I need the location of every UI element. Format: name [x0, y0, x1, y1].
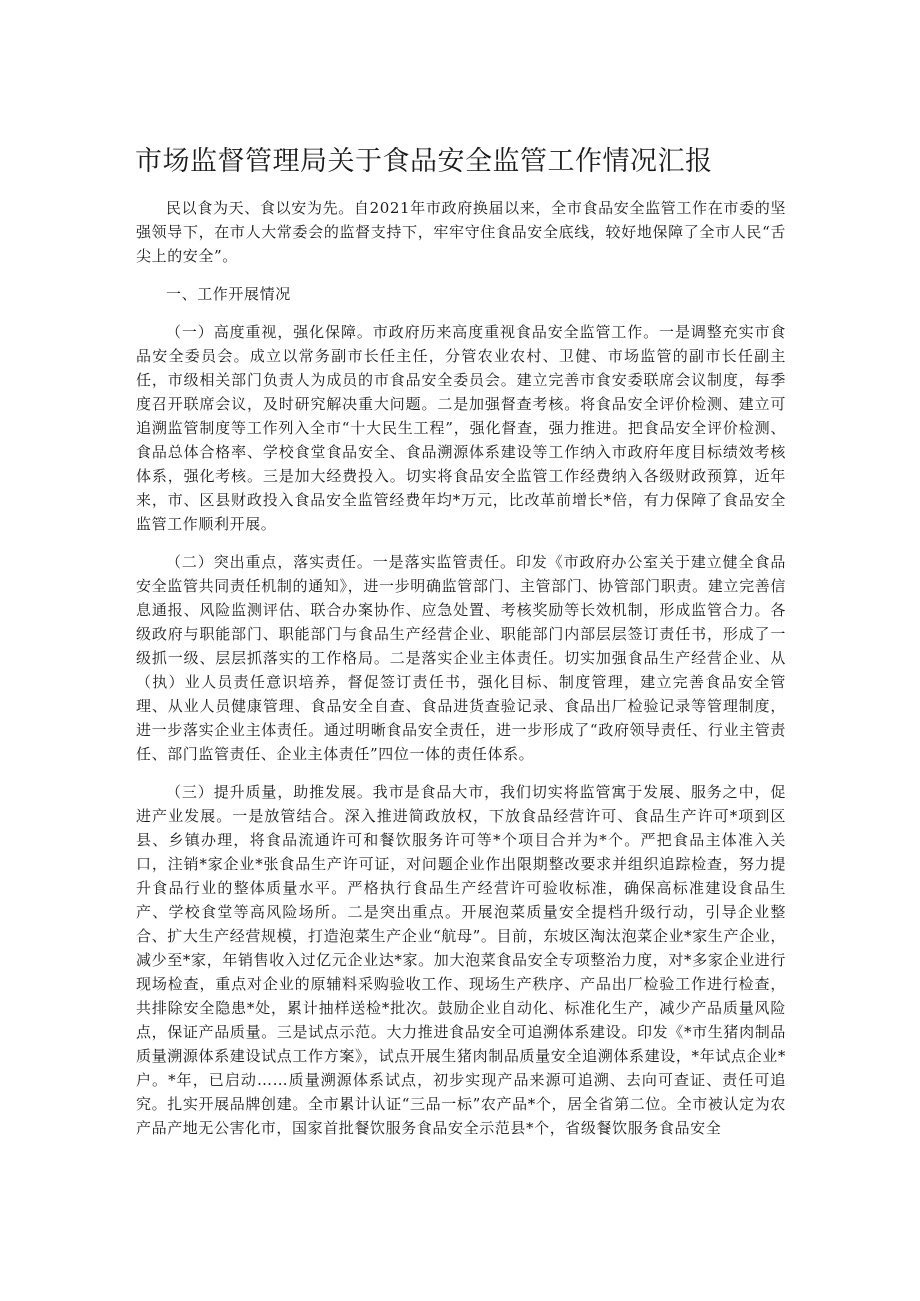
paragraph-3: （三）提升质量，助推发展。我市是食品大市，我们切实将监管寓于发展、服务之中，促进产业发展。一是放管结合。深入推进简政放权，下放食品经营许可、食品生产许可*项到区县、乡镇办理，将食品流通许可和餐饮服务许可等*个项目合并为*个。严把食品主体准入关口，注销*家企业*张食品生产许可证，对问题企业作出限期整改要求并组织追踪检查，努力提升食品行业的整体质量水平。严格执行食品生产经营许可验收标准，确保高标准建设食品生产、学校食堂等高风险场所。二是突出重点。开展泡菜质量安全提档升级行动，引导企业整合、扩大生产经营规模，打造泡菜生产企业“航母”。目前，东坡区淘汰泡菜企业*家生产企业，减少至*家，年销售收入过亿元企业达*家。加大泡菜食品安全专项整治力度，对*多家企业进行现场检查，重点对企业的原辅料采购验收工作、现场生产秩序、产品出厂检验工作进行检查，共排除安全隐患*处，累计抽样送检*批次。鼓励企业自动化、标准化生产，减少产品质量风险点，保证产品质量。三是试点示范。大力推进食品安全可追溯体系建设。印发《*市生猪肉制品质量溯源体系建设试点工作方案》，试点开展生猪肉制品质量安全追溯体系建设，*年试点企业*户。*年，已启动……质量溯源体系试点，初步实现产品来源可追溯、去向可查证、责任可追究。扎实开展品牌创建。全市累计认证“三品一标”农产品*个，居全省第二位。全市被认定为农产品产地无公害化市，国家首批餐饮服务食品安全示范县*个，省级餐饮服务食品安全 [136, 783, 786, 1137]
document-title: 市场监督管理局关于食品安全监管工作情况汇报 [135, 146, 713, 177]
paragraph-2: （二）突出重点，落实责任。一是落实监管责任。印发《市政府办公室关于建立健全食品安全监管共同责任机制的通知》，进一步明确监管部门、主管部门、协管部门职责。建立完善信息通报、风险监测评估、联合办案协作、应急处置、考核奖励等长效机制，形成监管合力。各级政府与职能部门、职能部门与食品生产经营企业、职能部门内部层层签订责任书，形成了一级抓一级、层层抓落实的工作格局。二是落实企业主体责任。切实加强食品生产经营企业、从（执）业人员责任意识培养，督促签订责任书，强化目标、制度管理，建立完善食品安全管理、从业人员健康管理、食品安全自查、食品进货查验记录、食品出厂检验记录等管理制度，进一步落实企业主体责任。通过明晰食品安全责任，进一步形成了“政府领导责任、行业主管责任、部门监管责任、企业主体责任”四位一体的责任体系。 [136, 553, 786, 763]
section-heading: 一、工作开展情况 [166, 285, 291, 303]
paragraph-1: （一）高度重视，强化保障。市政府历来高度重视食品安全监管工作。一是调整充实市食品安全委员会。成立以常务副市长任主任，分管农业农村、卫健、市场监管的副市长任副主任，市级相关部门负责人为成员的市食品安全委员会。建立完善市食安委联席会议制度，每季度召开联席会议，及时研究解决重大问题。二是加强督查考核。将食品安全评价检测、建立可追溯监管制度等工作列入全市“十大民生工程”，强化督查，强力推进。把食品安全评价检测、食品总体合格率、学校食堂食品安全、食品溯源体系建设等工作纳入市政府年度目标绩效考核体系，强化考核。三是加大经费投入。切实将食品安全监管工作经费纳入各级财政预算，近年来，市、区县财政投入食品安全监管经费年均*万元，比改革前增长*倍，有力保障了食品安全监管工作顺利开展。 [136, 323, 786, 533]
intro-paragraph: 民以食为天、食以安为先。自2021年市政府换届以来，全市食品安全监管工作在市委的坚强领导下，在市人大常委会的监督支持下，牢牢守住食品安全底线，较好地保障了全市人民“舌尖上的安全”。 [136, 199, 786, 265]
document-body [136, 196, 786, 1154]
